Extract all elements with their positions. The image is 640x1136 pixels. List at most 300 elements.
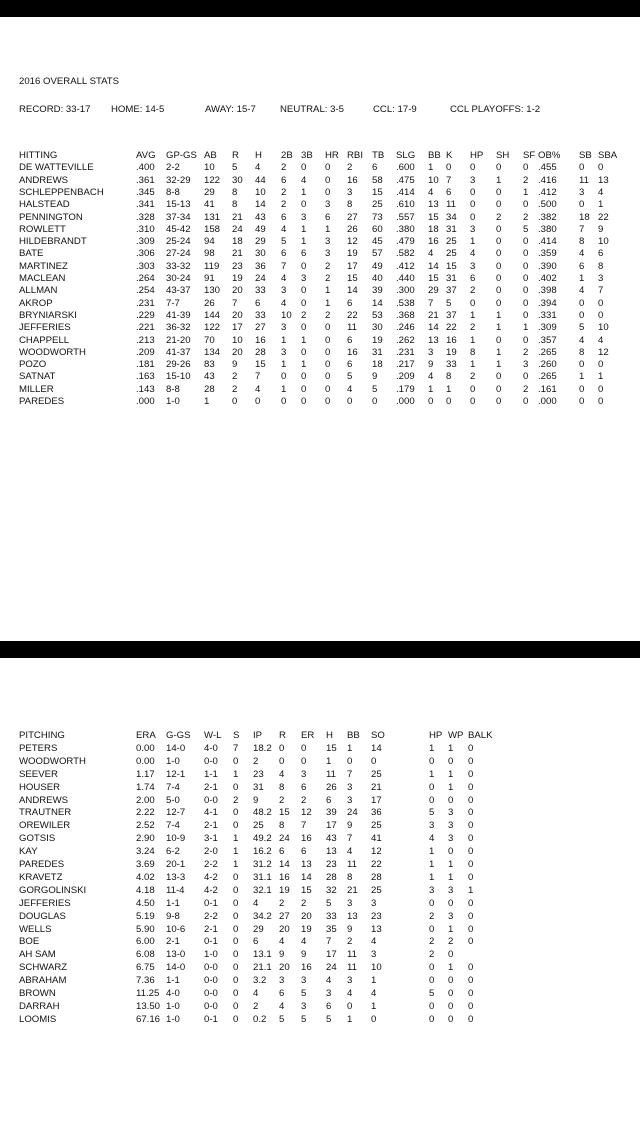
cell-tb: 9 (372, 371, 378, 383)
cell-r: 9 (232, 359, 238, 371)
cell-ip: 34.2 (253, 910, 272, 922)
cell-wp: 0 (448, 1000, 454, 1012)
cell-w-l: 0-0 (204, 794, 218, 806)
cell-player: PENNINGTON (19, 211, 83, 223)
cell-tb: 0 (372, 396, 378, 407)
cell-h: 5 (326, 897, 332, 909)
table-row (0, 949, 640, 961)
cell-k: 5 (446, 297, 452, 309)
cell-h: 26 (326, 781, 337, 793)
cell-sf: 1 (523, 186, 529, 198)
table-row (0, 782, 640, 794)
cell-balk: 0 (468, 988, 474, 999)
cell-ob: .265 (538, 346, 557, 358)
cell-h: 6 (326, 1000, 332, 1012)
cell-s: 7 (233, 742, 239, 754)
cell-slg: .538 (396, 297, 415, 309)
cell-hp: 2 (470, 285, 476, 297)
cell-bb: 7 (347, 768, 353, 780)
cell-so: 14 (371, 742, 382, 754)
cell-era: 0.00 (136, 755, 155, 767)
cell-er: 6 (301, 846, 307, 858)
cell-avg: .229 (136, 309, 155, 321)
cell-player: BATE (19, 248, 44, 260)
cell-avg: .341 (136, 199, 155, 211)
cell-g-gs: 1-0 (166, 1000, 180, 1012)
cell-player: ROWLETT (19, 223, 66, 235)
cell-bb: 16 (428, 236, 439, 248)
cell-r: 19 (232, 273, 243, 284)
cell-h: 30 (255, 248, 266, 260)
cell-so: 3 (371, 897, 377, 909)
cell-ob: .412 (538, 186, 557, 198)
cell-k: 25 (446, 248, 457, 260)
cell-player: ANDREWS (19, 174, 69, 186)
cell-sba: 8 (598, 260, 604, 272)
header-rbi: RBI (347, 150, 363, 161)
cell-slg: .582 (396, 248, 415, 260)
cell-bb: 3 (347, 781, 353, 793)
table-row (0, 975, 640, 987)
cell-era: 2.22 (136, 807, 155, 819)
cell-s: 1 (233, 859, 239, 870)
cell-sf: 2 (523, 174, 529, 186)
cell-s: 0 (233, 949, 239, 961)
cell-sh: 0 (496, 396, 502, 407)
cell-k: 22 (446, 322, 457, 334)
cell-sf: 0 (523, 248, 529, 260)
cell-ob: .500 (538, 199, 557, 211)
cell-sba: 0 (598, 383, 604, 395)
cell-sb: 11 (579, 174, 589, 186)
cell-k: 11 (446, 199, 456, 211)
cell-3b: 0 (301, 199, 307, 211)
header-g-gs: G-GS (166, 730, 191, 741)
cell-ip: 31.2 (253, 859, 272, 870)
table-row (0, 384, 640, 396)
cell-3b: 1 (301, 359, 307, 371)
cell-balk: 0 (468, 846, 474, 858)
cell-hp: 0 (429, 781, 435, 793)
cell-hp: 3 (470, 223, 476, 235)
cell-h: 6 (255, 297, 261, 309)
cell-balk: 0 (468, 755, 474, 767)
header-ip: IP (253, 730, 263, 741)
cell-so: 12 (371, 846, 382, 858)
cell-k: 37 (446, 309, 457, 321)
cell-tb: 45 (372, 236, 383, 248)
cell-3b: 1 (301, 236, 307, 248)
cell-bb: 13 (347, 910, 358, 922)
cell-sb: 8 (579, 236, 585, 248)
cell-player: POZO (19, 359, 47, 371)
cell-2b: 4 (281, 297, 287, 309)
cell-sb: 4 (579, 248, 585, 260)
cell-wp: 0 (448, 897, 454, 909)
cell-rbi: 12 (347, 236, 358, 248)
cell-r: 19 (279, 884, 290, 896)
cell-r: 20 (232, 346, 243, 358)
cell-avg: .328 (136, 211, 155, 223)
cell-s: 0 (233, 884, 239, 896)
cell-ip: 25 (253, 820, 264, 832)
cell-2b: 3 (281, 285, 287, 297)
cell-r: 2 (279, 794, 285, 806)
cell-ip: 29 (253, 923, 264, 935)
cell-era: 3.69 (136, 859, 155, 870)
cell-avg: .361 (136, 174, 155, 186)
cell-h: 11 (326, 768, 336, 780)
cell-3b: 0 (301, 297, 307, 309)
cell-3b: 0 (301, 162, 307, 174)
cell-r: 21 (232, 211, 243, 223)
cell-s: 0 (233, 936, 239, 948)
cell-h: 7 (326, 936, 332, 948)
cell-slg: .209 (396, 371, 415, 383)
cell-ab: 10 (204, 162, 215, 174)
cell-balk: 0 (468, 936, 474, 948)
cell-g-gs: 4-0 (166, 988, 180, 999)
cell-ip: 21.1 (253, 962, 272, 974)
cell-balk: 0 (468, 794, 474, 806)
cell-slg: .262 (396, 334, 415, 346)
cell-h: 3 (326, 988, 332, 999)
cell-ip: 3.2 (253, 975, 267, 987)
header-so: SO (371, 730, 385, 741)
table-row (0, 988, 640, 1000)
cell-2b: 3 (281, 322, 287, 334)
cell-avg: .306 (136, 248, 155, 260)
cell-player: HILDEBRANDT (19, 236, 87, 248)
cell-player: MARTINEZ (19, 260, 68, 272)
cell-w-l: 0-0 (204, 755, 218, 767)
cell-hr: 3 (325, 199, 331, 211)
cell-ab: 131 (204, 211, 221, 223)
cell-gp-gs: 15-10 (166, 371, 191, 383)
table-row (0, 335, 640, 347)
cell-hr: 1 (325, 285, 331, 297)
cell-tb: 31 (372, 346, 383, 358)
cell-avg: .209 (136, 346, 155, 358)
cell-g-gs: 10-6 (166, 923, 186, 935)
cell-player: DARRAH (19, 1000, 60, 1012)
cell-2b: 2 (281, 199, 287, 211)
cell-player: BROWN (19, 988, 56, 999)
cell-sf: 1 (523, 322, 529, 334)
cell-r: 17 (232, 322, 243, 334)
cell-w-l: 0-0 (204, 1000, 218, 1012)
cell-3b: 1 (301, 334, 307, 346)
cell-bb: 3 (347, 794, 353, 806)
cell-hr: 2 (325, 273, 331, 284)
cell-so: 25 (371, 768, 382, 780)
cell-slg: .368 (396, 309, 415, 321)
cell-hp: 0 (429, 794, 435, 806)
header-sh: SH (496, 150, 510, 161)
cell-so: 41 (371, 833, 382, 845)
cell-bb: 13 (428, 334, 439, 346)
cell-sf: 0 (523, 273, 529, 284)
cell-bb: 11 (347, 949, 357, 961)
cell-sh: 0 (496, 236, 502, 248)
cell-hr: 3 (325, 236, 331, 248)
header-avg: AVG (136, 150, 156, 161)
cell-gp-gs: 25-24 (166, 236, 191, 248)
header-row (0, 150, 640, 162)
table-row (0, 743, 640, 755)
table-row (0, 359, 640, 371)
cell-ab: 1 (204, 396, 210, 407)
cell-hr: 2 (325, 260, 331, 272)
cell-player: GOTSIS (19, 833, 56, 845)
cell-sh: 0 (496, 383, 502, 395)
cell-gp-gs: 32-29 (166, 174, 191, 186)
cell-h: 23 (326, 859, 337, 870)
cell-so: 25 (371, 820, 382, 832)
cell-hp: 0 (470, 162, 476, 174)
cell-bb: 4 (428, 371, 434, 383)
cell-ab: 26 (204, 297, 215, 309)
cell-hp: 0 (470, 396, 476, 407)
cell-avg: .181 (136, 359, 155, 371)
record-home: HOME: 14-5 (111, 104, 165, 115)
cell-hr: 0 (325, 359, 331, 371)
cell-slg: .300 (396, 285, 415, 297)
cell-slg: .479 (396, 236, 415, 248)
cell-er: 19 (301, 923, 312, 935)
cell-er: 4 (301, 936, 307, 948)
cell-w-l: 0-0 (204, 962, 218, 974)
cell-sb: 0 (579, 199, 585, 211)
cell-r: 8 (279, 820, 285, 832)
cell-r: 2 (232, 383, 238, 395)
cell-balk: 0 (468, 859, 474, 870)
cell-era: 4.02 (136, 871, 155, 883)
cell-hp: 2 (429, 949, 435, 961)
cell-sh: 0 (496, 199, 502, 211)
cell-ip: 4 (253, 988, 259, 999)
cell-gp-gs: 7-7 (166, 297, 180, 309)
cell-sb: 0 (579, 383, 585, 395)
cell-era: 1.17 (136, 768, 155, 780)
cell-w-l: 4-1 (204, 807, 218, 819)
cell-ip: 2 (253, 1000, 259, 1012)
cell-sba: 10 (598, 236, 609, 248)
table-row (0, 795, 640, 807)
table-row (0, 872, 640, 884)
cell-rbi: 8 (347, 199, 353, 211)
cell-tb: 6 (372, 162, 378, 174)
cell-sba: 13 (598, 174, 609, 186)
cell-g-gs: 7-4 (166, 781, 180, 793)
cell-gp-gs: 37-34 (166, 211, 191, 223)
cell-sb: 1 (579, 371, 585, 383)
cell-ob: .382 (538, 211, 557, 223)
cell-hp: 4 (429, 833, 435, 845)
cell-sh: 1 (496, 309, 502, 321)
cell-gp-gs: 43-37 (166, 285, 191, 297)
cell-bb: 0 (347, 1000, 353, 1012)
cell-gp-gs: 1-0 (166, 396, 180, 407)
cell-sba: 22 (598, 211, 609, 223)
cell-era: 11.25 (136, 988, 160, 999)
cell-tb: 25 (372, 199, 383, 211)
cell-player: JEFFERIES (19, 897, 71, 909)
cell-gp-gs: 41-39 (166, 309, 191, 321)
cell-tb: 58 (372, 174, 383, 186)
cell-r: 24 (279, 833, 290, 845)
cell-wp: 0 (448, 1013, 454, 1025)
cell-player: LOOMIS (19, 1013, 57, 1025)
cell-h: 27 (255, 322, 266, 334)
cell-tb: 73 (372, 211, 383, 223)
cell-2b: 1 (281, 359, 287, 371)
cell-sf: 0 (523, 162, 529, 174)
cell-r: 20 (232, 309, 243, 321)
cell-w-l: 2-1 (204, 923, 218, 935)
cell-bb: 8 (347, 871, 353, 883)
cell-er: 3 (301, 975, 307, 987)
header-r: R (279, 730, 286, 741)
cell-hr: 0 (325, 186, 331, 198)
cell-tb: 14 (372, 297, 383, 309)
cell-r: 3 (279, 975, 285, 987)
header-row (0, 730, 640, 742)
cell-wp: 1 (448, 962, 454, 974)
cell-balk: 0 (468, 807, 474, 819)
cell-tb: 18 (372, 359, 383, 371)
cell-g-gs: 9-8 (166, 910, 180, 922)
cell-balk: 0 (468, 781, 474, 793)
cell-slg: .231 (396, 346, 415, 358)
cell-hp: 0 (470, 297, 476, 309)
cell-h: 33 (326, 910, 337, 922)
cell-h: 44 (255, 174, 266, 186)
cell-wp: 1 (448, 781, 454, 793)
cell-sb: 0 (579, 297, 585, 309)
cell-gp-gs: 30-24 (166, 273, 191, 284)
cell-avg: .254 (136, 285, 155, 297)
cell-player: HOUSER (19, 781, 61, 793)
header-h: H (255, 150, 262, 161)
cell-hp: 4 (470, 248, 476, 260)
cell-sba: 10 (598, 322, 609, 334)
cell-balk: 0 (468, 975, 474, 987)
header-h: H (326, 730, 333, 741)
cell-g-gs: 10-9 (166, 833, 186, 845)
cell-wp: 1 (448, 871, 454, 883)
cell-ab: 122 (204, 174, 221, 186)
cell-2b: 6 (281, 248, 287, 260)
cell-player: BRYNIARSKI (19, 309, 77, 321)
cell-gp-gs: 2-2 (166, 162, 180, 174)
table-row (0, 1001, 640, 1013)
table-row (0, 396, 640, 408)
cell-bb: 14 (428, 322, 439, 334)
cell-h: 4 (255, 162, 261, 174)
header-wp: WP (448, 730, 464, 741)
table-row (0, 310, 640, 322)
header-player: PITCHING (19, 730, 65, 741)
cell-rbi: 19 (347, 248, 358, 260)
cell-player: SCHWARZ (19, 962, 68, 974)
cell-r: 6 (279, 846, 285, 858)
cell-hp: 1 (429, 846, 435, 858)
cell-gp-gs: 33-32 (166, 260, 191, 272)
cell-so: 1 (371, 1000, 377, 1012)
cell-ob: .390 (538, 260, 557, 272)
cell-balk: 0 (468, 833, 474, 845)
cell-r: 10 (232, 334, 243, 346)
cell-ip: 48.2 (253, 807, 272, 819)
cell-sh: 0 (496, 223, 502, 235)
cell-bb: 29 (428, 285, 439, 297)
cell-k: 37 (446, 285, 457, 297)
cell-3b: 3 (301, 211, 307, 223)
cell-rbi: 17 (347, 260, 358, 272)
cell-h: 49 (255, 223, 266, 235)
cell-w-l: 0-1 (204, 897, 218, 909)
cell-hp: 3 (470, 174, 476, 186)
table-row (0, 212, 640, 224)
cell-k: 8 (446, 371, 452, 383)
cell-era: 67.16 (136, 1013, 161, 1025)
header-balk: BALK (468, 730, 493, 741)
cell-3b: 0 (301, 346, 307, 358)
cell-hp: 6 (470, 273, 476, 284)
cell-ip: 2 (253, 755, 259, 767)
cell-h: 17 (326, 820, 337, 832)
cell-2b: 0 (281, 396, 287, 407)
table-row (0, 756, 640, 768)
table-row (0, 298, 640, 310)
cell-2b: 6 (281, 174, 287, 186)
cell-r: 8 (279, 781, 285, 793)
cell-h: 33 (255, 285, 266, 297)
cell-hp: 2 (470, 322, 476, 334)
cell-so: 10 (371, 962, 382, 974)
cell-sf: 0 (523, 285, 529, 297)
table-row (0, 924, 640, 936)
cell-wp: 1 (448, 923, 454, 935)
cell-h: 5 (326, 1013, 332, 1025)
cell-r: 30 (232, 174, 243, 186)
cell-wp: 0 (448, 988, 454, 999)
cell-rbi: 16 (347, 174, 358, 186)
cell-g-gs: 20-1 (166, 859, 186, 870)
cell-slg: .412 (396, 260, 415, 272)
header-bb: BB (428, 150, 441, 161)
cell-g-gs: 12-1 (166, 768, 186, 780)
cell-so: 28 (371, 871, 382, 883)
cell-r: 4 (279, 936, 285, 948)
cell-ip: 0.2 (253, 1013, 267, 1025)
cell-ip: 31 (253, 781, 264, 793)
cell-rbi: 2 (347, 162, 353, 174)
cell-so: 1 (371, 975, 377, 987)
cell-tb: 60 (372, 223, 383, 235)
cell-avg: .309 (136, 236, 155, 248)
cell-r: 0 (232, 396, 238, 407)
cell-ab: 98 (204, 248, 215, 260)
cell-era: 6.08 (136, 949, 155, 961)
cell-w-l: 3-1 (204, 833, 218, 845)
cell-s: 0 (233, 820, 239, 832)
cell-hp: 1 (470, 309, 476, 321)
cell-bb: 14 (428, 260, 439, 272)
cell-hp: 1 (470, 359, 476, 371)
header-r: R (232, 150, 239, 161)
